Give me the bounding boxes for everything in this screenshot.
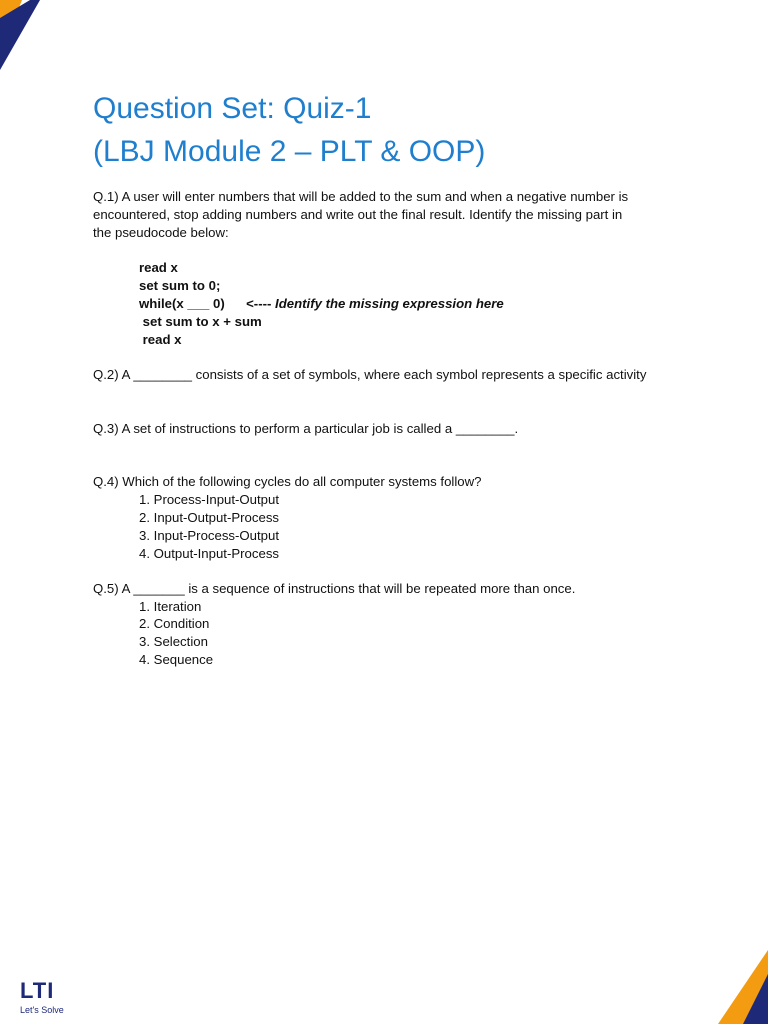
q4-option-3: 3. Input-Process-Output bbox=[139, 528, 280, 543]
q5-option-2: 2. Condition bbox=[139, 616, 210, 631]
q1-text-line-3: the pseudocode below: bbox=[93, 225, 229, 240]
corner-decoration-top-left bbox=[0, 0, 40, 70]
q1-code-note: Identify the missing expression here bbox=[275, 296, 504, 311]
q4-option-2: 2. Input-Output-Process bbox=[139, 510, 280, 525]
page-subtitle: (LBJ Module 2 – PLT & OOP) bbox=[93, 135, 486, 168]
q1-code-line-2: set sum to 0; bbox=[139, 278, 221, 293]
q5-text: Q.5) A _______ is a sequence of instructions that will be repeated more than once. bbox=[93, 581, 576, 596]
logo-text: LTI bbox=[20, 978, 55, 1003]
corner-decoration-bottom-right bbox=[688, 944, 768, 1024]
q5-option-3: 3. Selection bbox=[139, 634, 208, 649]
q4-option-4: 4. Output-Input-Process bbox=[139, 546, 280, 561]
q5-option-4: 4. Sequence bbox=[139, 652, 214, 667]
q2-text: Q.2) A ________ consists of a set of symbols, where each symbol represents a specific activity bbox=[93, 367, 647, 382]
q3-text: Q.3) A set of instructions to perform a particular job is called a ________. bbox=[93, 421, 519, 436]
q5-option-1: 1. Iteration bbox=[139, 599, 202, 614]
page-title: Question Set: Quiz-1 bbox=[93, 92, 372, 125]
q1-text-line-2: encountered, stop adding numbers and write out the final result. Identify the missing part in bbox=[93, 207, 623, 222]
q1-code-line-1: read x bbox=[139, 260, 178, 275]
q1-code-line-3 bbox=[139, 295, 504, 313]
logo-tagline: Let's Solve bbox=[20, 1005, 64, 1015]
lti-logo bbox=[20, 980, 64, 1016]
q1-text-line-1: Q.1) A user will enter numbers that will be added to the sum and when a negative number is bbox=[93, 189, 629, 204]
q4-option-1: 1. Process-Input-Output bbox=[139, 492, 280, 507]
q1-code-arrow: <---- bbox=[246, 296, 276, 311]
q4-text: Q.4) Which of the following cycles do all computer systems follow? bbox=[93, 474, 482, 489]
q1-code-while: while(x ___ 0) bbox=[139, 296, 225, 311]
q1-code-line-4: set sum to x + sum bbox=[139, 314, 262, 329]
q1-code-line-5: read x bbox=[139, 332, 182, 347]
